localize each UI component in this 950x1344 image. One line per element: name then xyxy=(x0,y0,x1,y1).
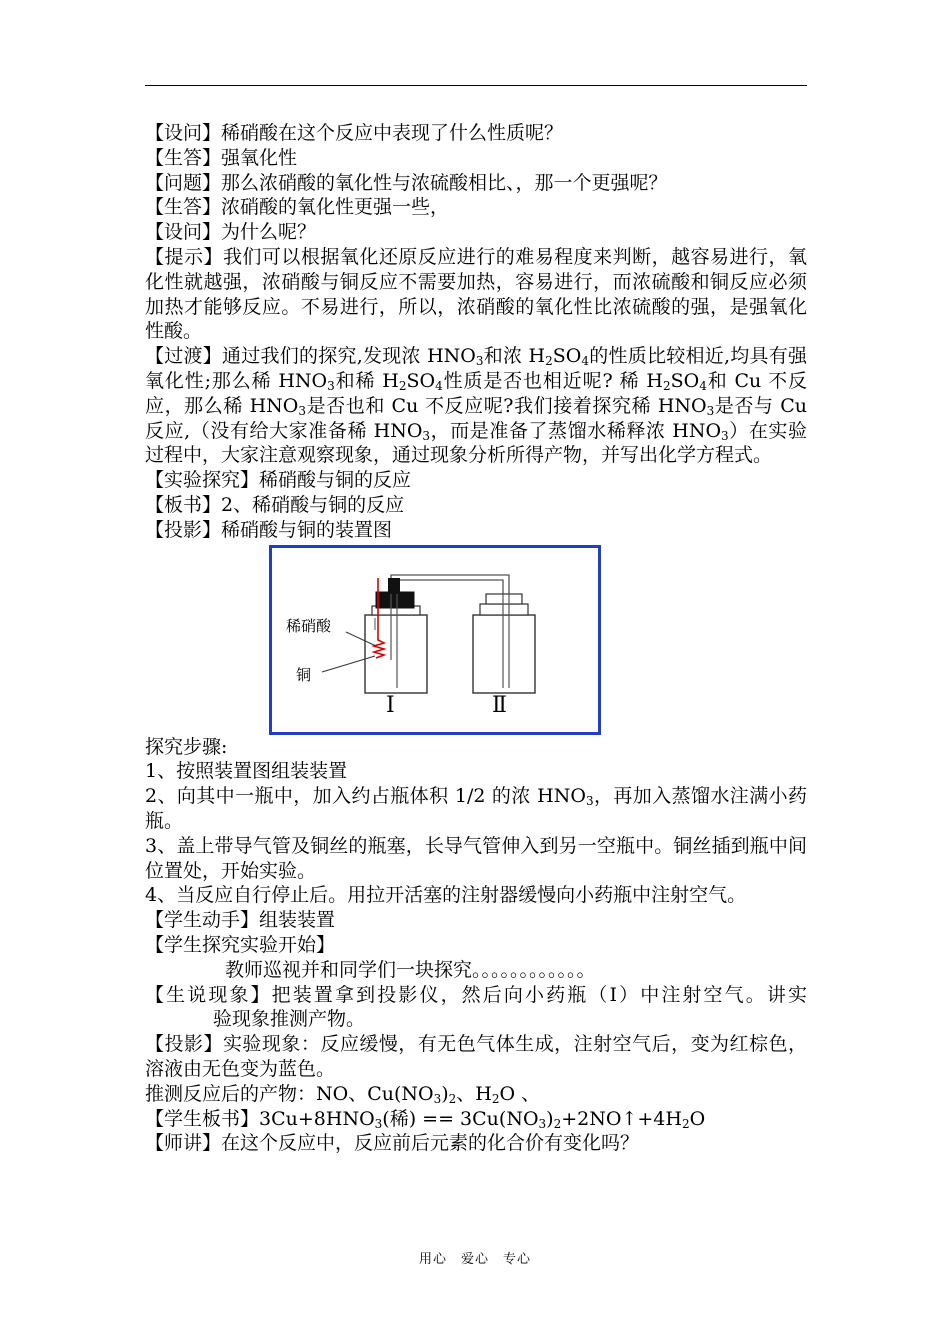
label-dilute-nitric-acid: 稀硝酸 xyxy=(286,616,332,635)
line-projection: 【投影】稀硝酸与铜的装置图 xyxy=(145,518,393,541)
copper-leader xyxy=(322,656,375,672)
bottle-two-stopper xyxy=(486,594,522,604)
bottle-two-neck xyxy=(480,604,528,615)
line-equation: 【学生板书】$3Cu+8HNO_3$(稀) == $3Cu(NO_3)_2+2NO↑+4H_2O$ xyxy=(145,1107,706,1131)
step-1: 1、按照装置图组装装置 xyxy=(145,760,348,783)
bottle-one-stopper-top xyxy=(388,578,400,594)
line-products: 推测反应后的产物：NO、$Cu(NO_3)_2$、$H_2O$ 、 xyxy=(145,1082,541,1106)
bottle-one xyxy=(365,615,427,693)
bottle-two xyxy=(473,615,535,693)
step-3: 3、盖上带导气管及铜丝的瓶塞，长导气管伸入到另一空瓶中。铜丝插到瓶中间位置处，开始实验。 xyxy=(145,834,807,882)
label-bottle-two: Ⅱ xyxy=(492,692,507,718)
acid-leader xyxy=(346,632,376,646)
line-teacher-patrol: 教师巡视并和同学们一块探究。。。。。。。。。。。。 xyxy=(225,958,596,981)
line-question-2: 【问题】那么浓硝酸的氧化性与浓硫酸相比、，那一个更强呢？ xyxy=(145,171,668,194)
step-2: 2、向其中一瓶中，加入约占瓶体积 1/2 的浓 $HNO_3$，再加入蒸馏水注满小药瓶。 xyxy=(145,785,807,832)
line-transition: 【过渡】通过我们的探究,发现浓 $HNO_3$和浓 $H_2SO_4$的性质比较相近,均具有强氧化性;那么稀 $HNO_3$和稀 $H_2SO_4$性质是否也相近呢? 稀 $H_2SO_4$和 Cu 不反应，那么稀 $HNO_3$是否也和 Cu 不反应呢?我们接着探究稀 $HNO_3$是否与 Cu 反应,（没有给大家准备稀 $HNO_3$，而是准备了蒸馏水稀释浓 $HNO_3$）在实验过程中，大家注意观察现象，通过现象分析所得产物，并写出化学方程式。 xyxy=(145,345,808,467)
line-hint: 【提示】我们可以根据氧化还原反应进行的难易程度来判断，越容易进行，氧化性就越强，浓硝酸与铜反应不需要加热，容易进行，而浓硫酸和铜反应必须加热才能够反应。不易进行，所以，浓硝酸的氧化性比浓硫酸的强，是强氧化性酸。 xyxy=(145,245,807,343)
line-answer-1: 【生答】强氧化性 xyxy=(145,146,298,169)
line-question-3: 【设问】为什么呢？ xyxy=(145,221,317,244)
document-body xyxy=(145,121,807,1156)
bottle-one-stopper xyxy=(376,592,414,608)
line-question-1: 【设问】稀硝酸在这个反应中表现了什么性质呢？ xyxy=(145,122,564,144)
line-student-assemble: 【学生动手】组装装置 xyxy=(145,909,336,932)
line-teacher-talk: 【师讲】在这个反应中，反应前后元素的化合价有变化吗？ xyxy=(145,1132,640,1155)
apparatus-figure xyxy=(269,545,601,735)
apparatus-drawing xyxy=(272,548,598,732)
line-projection-phenomenon: 【投影】实验现象：反应缓慢，有无色气体生成，注射空气后，变为红棕色，溶液由无色变为蓝色。 xyxy=(145,1033,807,1080)
connecting-tube xyxy=(391,575,509,594)
page-footer: 用心 爱心 专心 xyxy=(418,1252,531,1267)
header-rule xyxy=(145,85,807,86)
line-student-phenomenon: 【生说现象】把装置拿到投影仪，然后向小药瓶（Ⅰ）中注射空气。讲实 xyxy=(145,983,807,1006)
label-bottle-one: Ⅰ xyxy=(386,692,395,718)
line-board: 【板书】2、稀硝酸与铜的反应 xyxy=(145,493,405,516)
line-answer-2: 【生答】浓硝酸的氧化性更强一些， xyxy=(145,196,450,219)
step-4: 4、当反应自行停止后。用拉开活塞的注射器缓慢向小药瓶中注射空气。 xyxy=(145,884,747,907)
line-student-phenomenon-cont: 验现象推测产物。 xyxy=(213,1008,366,1031)
line-experiment: 【实验探究】稀硝酸与铜的反应 xyxy=(145,469,412,492)
line-student-explore: 【学生探究实验开始】 xyxy=(145,933,336,956)
steps-heading: 探究步骤: xyxy=(145,735,228,758)
label-copper: 铜 xyxy=(296,665,312,684)
